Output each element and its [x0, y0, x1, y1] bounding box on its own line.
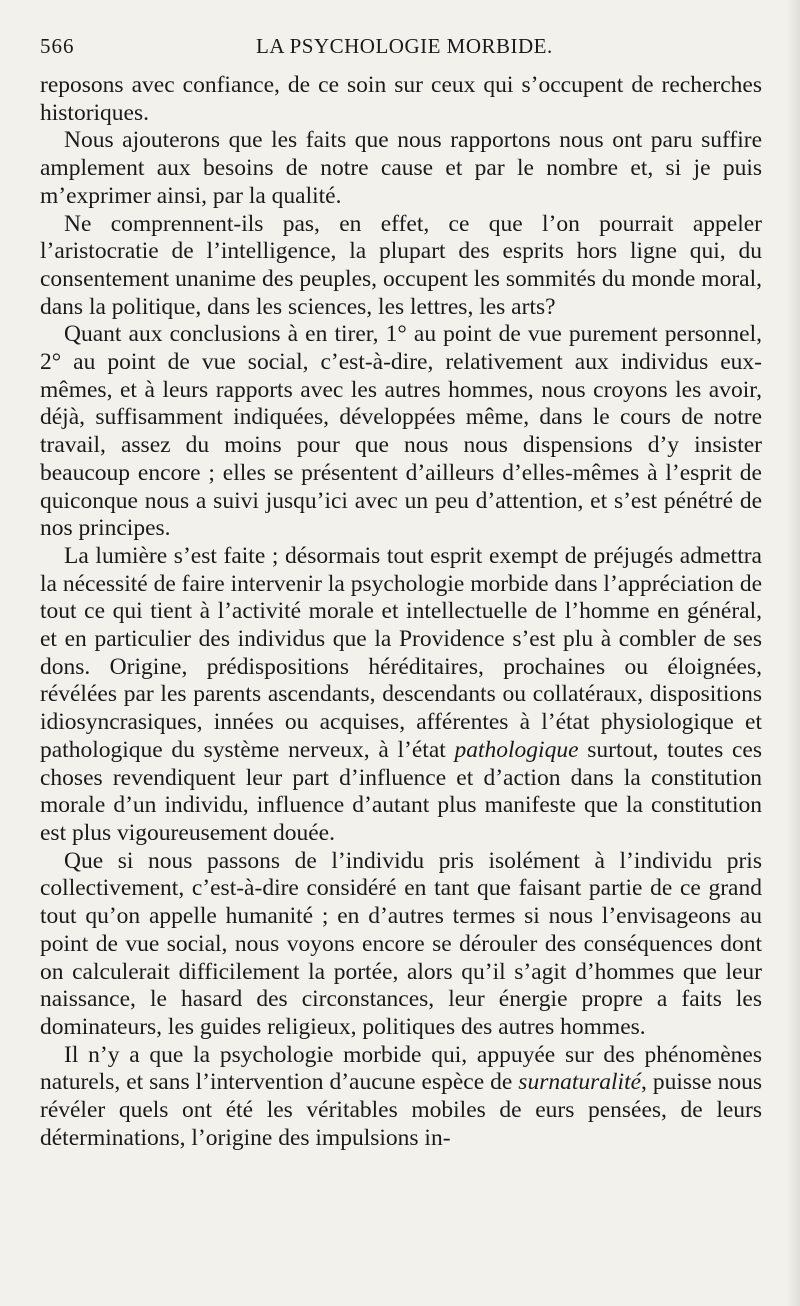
- paragraph-text: Que si nous passons de l’individu pris isolément à l’individu pris collectivement, c’est-à-dire considéré en tant que faisant partie de ce grand tout qu’on appelle humanité ; en d’autres termes si nous l’envisageons au point de vue social, nous voyons encore se dérouler des conséquences dont on calculerait difficilement la portée, alors qu’il s’agit d’hommes que leur naissance, le hasard des circonstances, leur énergie propre a faits les dominateurs, les guides religieux, politiques des autres hommes.: [40, 847, 762, 1040]
- running-title: LA PSYCHOLOGIE MORBIDE.: [256, 34, 553, 58]
- paragraph-text: Ne comprennent-ils pas, en effet, ce que l’on pourrait appeler l’aristocratie de l’intelligence, la plupart des esprits hors ligne qui, du consentement unanime des peuples, occupent les sommités du monde moral, dans la politique, dans les sciences, les lettres, les arts?: [40, 210, 762, 320]
- paragraph: [40, 321, 762, 543]
- paragraph: [40, 543, 762, 848]
- paragraph-text: , puisse nous révéler quels ont été les véritables mobiles de eurs pensées, de leurs déterminations, l’origine des impulsions in-: [40, 1069, 762, 1151]
- paragraph-text: surtout, toutes ces choses revendiquent leur part d’influence et d’action dans la constitution morale d’un individu, influence d’autant plus manifeste que la constitution est plus vigoureusement douée.: [40, 736, 762, 846]
- paragraph: [40, 1042, 762, 1153]
- paragraph-text: Quant aux conclusions à en tirer, 1° au point de vue purement personnel, 2° au point de vue social, c’est-à-dire, relativement aux individus eux-mêmes, et à leurs rapports avec les autres hommes, nous croyons les avoir, déjà, suffisamment indiquées, développées même, dans le cours de notre travail, assez du moins pour que nous nous dispensions d’y insister beaucoup encore ; elles se présentent d’ailleurs d’elles-mêmes à l’esprit de quiconque nous a suivi jusqu’ici avec un peu d’attention, et s’est pénétré de nos principes.: [40, 321, 762, 542]
- paragraph: [40, 127, 762, 210]
- paragraph: [40, 211, 762, 322]
- body-text: [40, 72, 762, 1152]
- paragraph-text: Il n’y a que la psychologie morbide qui, appuyée sur des phénomènes naturels, et sans l’intervention d’aucune espèce de: [40, 1041, 762, 1096]
- paragraph: [40, 848, 762, 1042]
- page-edge-shadow: [786, 0, 800, 1306]
- paragraph-text: reposons avec confiance, de ce soin sur ceux qui s’occupent de recherches historiques.: [40, 72, 762, 126]
- italic-term: pathologique: [454, 736, 579, 763]
- page-header: [40, 34, 762, 62]
- paragraph-text: La lumière s’est faite ; désormais tout esprit exempt de préjugés admettra la nécessité de faire intervenir la psychologie morbide dans l’appréciation de tout ce qui tient à l’activité morale et intellectuelle de l’homme en général, et en particulier des individus que la Providence s’est plu à combler de ses dons. Origine, prédispositions héréditaires, prochaines ou éloignées, révélées par les parents ascendants, descendants ou collatéraux, dispositions idiosyncrasiques, innées ou acquises, afférentes à l’état physiologique et pathologique du système nerveux, à l’état: [40, 542, 762, 763]
- italic-term: surnaturalité: [518, 1069, 642, 1096]
- paragraph-continuation: [40, 72, 762, 127]
- page-number: 566: [40, 34, 75, 58]
- paragraph-text: Nous ajouterons que les faits que nous rapportons nous ont paru suffire amplement aux besoins de notre cause et par le nombre et, si je puis m’exprimer ainsi, par la qualité.: [40, 127, 762, 209]
